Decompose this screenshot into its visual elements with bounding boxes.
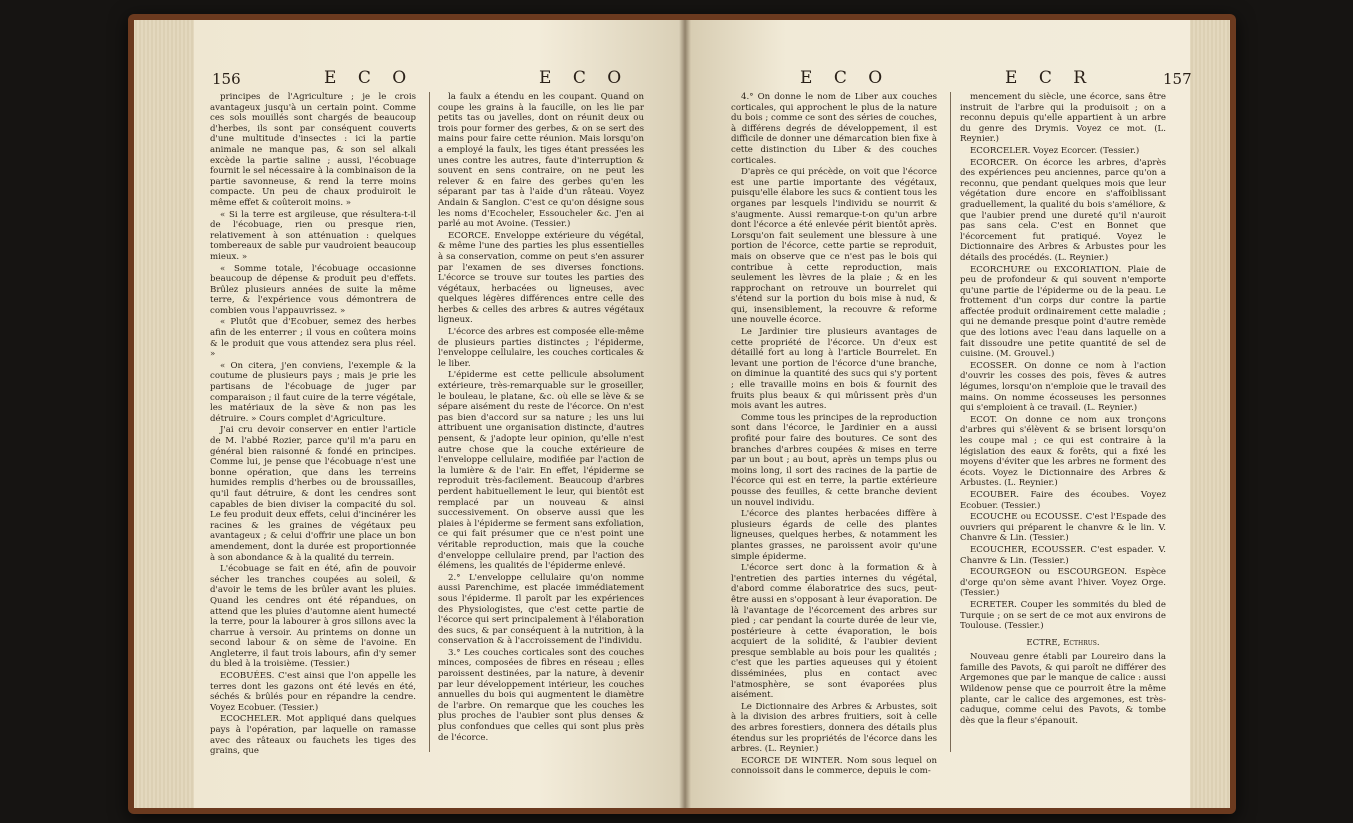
left-page — [194, 20, 685, 808]
page-edges-left — [134, 20, 194, 808]
paragraph: la faulx a étendu en les coupant. Quand on coupe les grains à la faucille, on les lie par petits tas ou javelles, dont on réunit deux ou trois pour former des gerbes, & on se sert des mains pour faire cette réunion. Mais lorsqu'on a employé la faulx, les tiges étant pressées les unes contre les autres, faute d'interruption & souvent en sens contraire, on ne peut les relever & en faire des gerbes qu'en les séparant par tas à l'aide d'un râteau. Voyez Andain & Sanglon. C'est ce qu'on désigne sous les noms d'Ecocheler, Essoucheler &c. J'en ai parlé au mot Avoine. (Tessier.) — [438, 92, 644, 230]
paragraph: Le Jardinier tire plusieurs avantages de cette propriété de l'écorce. Un d'eux est détaillé fort au long à l'article Bourrelet. En levant une portion de l'écorce d'une branche, on diminue la quantité des sucs qui s'y portent ; elle travaille moins en bois & fournit des fruits plus beaux & qui mûrissent près d'un mois avant les autres. — [731, 327, 937, 412]
paragraph: « Si la terre est argileuse, que résultera-t-il de l'écobuage, rien ou presque rien, relativement à son atténuation : quelques tombereaux de sable pur vaudroient beaucoup mieux. » — [210, 209, 416, 262]
paragraph: L'écorce sert donc à la formation & à l'entretien des parties internes du végétal, d'abord comme élaboratrice des sucs, peut-être aussi en s'opposant à leur évaporation. De là l'avantage de l'écorcement des arbres sur pied ; car pendant la courte durée de leur vie, postérieure à cette évaporation, le bois acquiert de la solidité, & l'aubier devient presque semblable au bois pour les qualités ; c'est que les parties aqueuses qui y étoient disséminées, plus en contact avec l'atmosphère, se sont évaporées plus aisément. — [731, 563, 937, 701]
right-column-divider — [950, 92, 951, 752]
left-header-1: E C O — [324, 68, 415, 88]
paragraph: ECOUBER. Faire des écoubes. Voyez Ecobuer. (Tessier.) — [960, 489, 1166, 511]
paragraph: ECOCHELER. Mot appliqué dans quelques pays à l'opération, par laquelle on ramasse avec des râteaux ou fauchets les tiges des grains, que — [210, 714, 416, 757]
paragraph: L'écobuage se fait en été, afin de pouvoir sécher les tranches coupées au soleil, & d'avoir le tems de les brûler avant les pluies. Quand les cendres ont été répandues, on attend que les pluies d'automne aient humecté la terre, pour la labourer à gros sillons avec la charrue à versoir. Au printems on donne un second labour & on sème de l'avoine. En Angleterre, il faut trois labours, afin d'y semer du bled à la troisième. (Tessier.) — [210, 564, 416, 670]
paragraph: principes de l'Agriculture ; je le crois avantageux jusqu'à un certain point. Comme ces sols mouillés sont chargés de beaucoup d'herbes, ils sont par conséquent couverts d'une multitude d'insectes : ici la partie animale ne manque pas, & son sel alkali excède la partie saline ; aussi, l'écobuage fournit le sel nécessaire à la combinaison de la partie savonneuse, & rend la terre moins compacte. Un peu de chaux produiroit le même effet & coûteroit moins. » — [210, 92, 416, 208]
right-header-2: E C R — [1005, 68, 1095, 88]
right-column-2 — [960, 92, 1166, 762]
paragraph: J'ai cru devoir conserver en entier l'article de M. l'abbé Rozier, parce qu'il m'a paru en général bien raisonné & fondé en principes. Comme lui, je pense que l'écobuage n'est une bonne opération, que dans les terreins humides remplis d'herbes ou de broussailles, qu'il faut détruire, & dont les cendres sont capables de bien diviser la compacité du sol. Le feu produit deux effets, celui d'incinérer les racines & les graines de végétaux peu avantageux ; & celui d'offrir une place un bon amendement, dont la durée est proportionnée à son abondance & à la qualité du terrein. — [210, 425, 416, 563]
paragraph: ECOBUÉES. C'est ainsi que l'on appelle les terres dont les gazons ont été levés en été, séchés & brûlés pour en répandre la cendre. Voyez Ecobuer. (Tessier.) — [210, 671, 416, 713]
paragraph: Nouveau genre établi par Loureiro dans la famille des Pavots, & qui paroît ne différer des Argemones que par le manque de calice : aussi Wildenow pense que ce pourroit être la même plante, car le calice des argemones, est très-caduque, comme celui des Pavots, & tombe dès que la fleur s'épanouit. — [960, 652, 1166, 726]
paragraph: 4.° On donne le nom de Liber aux couches corticales, qui approchent le plus de la nature du bois ; comme ce sont des séries de couches, à différens degrés de développement, il est difficile de donner une démarcation bien fixe à cette distinction du Liber & des couches corticales. — [731, 92, 937, 166]
paragraph: 2.° L'enveloppe cellulaire qu'on nomme aussi Parenchime, est placée immédiatement sous l'épiderme. Il paroît par les expériences des Physiologistes, que c'est cette partie de l'écorce qui sert principalement à l'élaboration des sucs, & par conséquent à la nutrition, à la conservation & à l'accroissement de l'individu. — [438, 572, 644, 647]
paragraph: ECRETER. Couper les sommités du bled de Turquie ; on se sert de ce mot aux environs de Toulouse. (Tessier.) — [960, 599, 1166, 632]
right-header-1: E C O — [800, 68, 891, 88]
paragraph: Le Dictionnaire des Arbres & Arbustes, soit à la division des arbres fruitiers, soit à celle des arbres forestiers, donnera des détails plus étendus sur les propriétés de l'écorce dans les arbres. (L. Reynier.) — [731, 701, 937, 755]
paragraph: L'épiderme est cette pellicule absolument extérieure, très-remarquable sur le groseiller, le bouleau, le platane, &c. où elle se lève & se sépare aisément du reste de l'écorce. On n'est pas bien d'accord sur sa nature ; les uns lui attribuent une organisation distincte, d'autres pensent, & j'adopte leur opinion, qu'elle n'est autre chose que la couche extérieure de l'enveloppe cellulaire, modifiée par l'action de la lumière & de l'air. En effet, l'épiderme se reproduit très-facilement. Beaucoup d'arbres perdent habituellement le leur, qui bientôt est remplacé par un nouveau & ainsi successivement. On observe aussi que les plaies à l'épiderme se ferment sans exfoliation, ce qui fait présumer que ce n'est point une véritable reproduction, mais que la couche d'enveloppe cellulaire prend, par l'action des élémens, les qualités de l'épiderme enlevé. — [438, 370, 644, 572]
paragraph: ECORCE DE WINTER. Nom sous lequel on connoissoit dans le commerce, depuis le com- — [731, 755, 937, 777]
paragraph: ECORCER. On écorce les arbres, d'après des expériences peu anciennes, parce qu'on a reconnu, que pendant quelques mois que leur végétation dure encore en s'affoiblissant graduellement, la qualité du bois s'améliore, & que l'aubier prend une dureté qu'il n'auroit pas sans cela. C'est en Bonnet que l'écorcement fut pratiqué. Voyez le Dictionnaire des Arbres & Arbustes pour les détails des procédés. (L. Reynier.) — [960, 157, 1166, 263]
right-page — [685, 20, 1190, 808]
paragraph: « Somme totale, l'écobuage occasionne beaucoup de dépense & produit peu d'effets. Brûlez plusieurs années de suite la même terre, & l'expérience vous démontrera de combien vous l'appauvrissez. » — [210, 263, 416, 316]
paragraph: 3.° Les couches corticales sont des couches minces, composées de fibres en réseau ; elles paroissent destinées, par la nature, à devenir par leur développement intérieur, les couches annuelles du bois qui augmentent le diamètre de l'arbre. On remarque que les couches les plus proches de l'aubier sont plus denses & plus confondues que celles qui sont plus près de l'écorce. — [438, 647, 644, 743]
paragraph: Comme tous les principes de la reproduction sont dans l'écorce, le Jardinier en a aussi profité pour faire des boutures. Ce sont des branches d'arbres coupées & mises en terre par un bout ; au bout, après un temps plus ou moins long, il sort des racines de la partie de l'écorce qui est en terre, la partie extérieure pousse des feuilles, & cette branche devient un nouvel individu. — [731, 412, 937, 508]
paragraph: ECOUCHE ou ECOUSSE. C'est l'Espade des ouvriers qui préparent le chanvre & le lin. V. Chanvre & Lin. (Tessier.) — [960, 512, 1166, 544]
right-column-1 — [731, 92, 937, 777]
paragraph: ECOUCHER, ECOUSSER. C'est espader. V. Chanvre & Lin. (Tessier.) — [960, 544, 1166, 566]
paragraph: « Plutôt que d'Ecobuer, semez des herbes afin de les enterrer ; il vous en coûtera moins & le produit que vous attendez sera plus réel. » — [210, 317, 416, 360]
book-gutter — [679, 20, 691, 808]
paragraph: L'écorce des arbres est composée elle-même de plusieurs parties distinctes ; l'épiderme, l'enveloppe cellulaire, les couches corticales & le liber. — [438, 327, 644, 369]
left-column-1 — [210, 92, 416, 762]
paragraph: mencement du siècle, une écorce, sans être instruit de l'arbre qui la produisoit ; on a reconnu depuis qu'elle appartient à un arbre du genre des Drymis. Voyez ce mot. (L. Reynier.) — [960, 92, 1166, 145]
right-page-number: 157 — [1163, 70, 1192, 88]
paragraph: ECOT. On donne ce nom aux tronçons d'arbres qui s'élèvent & se brisent lorsqu'on les coupe mal ; ce qui est contraire à la législation des eaux & forêts, qui a fixé les moyens d'éviter que les arbres ne forment des écots. Voyez le Dictionnaire des Arbres & Arbustes. (L. Reynier.) — [960, 414, 1166, 489]
left-header-2: E C O — [539, 68, 630, 88]
paragraph: ECOURGEON ou ESCOURGEON. Espèce d'orge qu'on sème avant l'hiver. Voyez Orge. (Tessier.) — [960, 567, 1166, 599]
paragraph: D'après ce qui précède, on voit que l'écorce est une partie importante des végétaux, puisqu'elle élabore les sucs & contient tous les organes par lesquels l'individu se nourrit & s'augmente. Aussi remarque-t-on qu'un arbre dont l'écorce a été enlevée périt bientôt après. Lorsqu'on fait seulement une blessure à une portion de l'écorce, cette partie se reproduit, mais on observe que ce n'est pas le bois qui contribue à cette reproduction, mais seulement les lèvres de la plaie ; & en les rapprochant on retrouve un bourrelet qui s'étend sur la portion du bois mise à nud, & qui, insensiblement, la recouvre & reforme une nouvelle écorce. — [731, 167, 937, 326]
open-book — [128, 14, 1236, 814]
paragraph: ECTRE, Ecthrus. — [1026, 637, 1100, 648]
left-page-number: 156 — [212, 70, 241, 88]
paragraph: L'écorce des plantes herbacées diffère à plusieurs égards de celle des plantes ligneuses, quelques herbes, & notamment les plantes grasses, ne paroissent avoir qu'une simple épiderme. — [731, 509, 937, 562]
left-column-2 — [438, 92, 644, 762]
paragraph: « On citera, j'en conviens, l'exemple & la coutume de plusieurs pays ; mais je prie les partisans de l'écobuage de juger par comparaison ; il faut cuire de la terre végétale, les matériaux de la sève & non pas les détruire. » Cours complet d'Agriculture. — [210, 360, 416, 424]
paragraph: ECORCE. Enveloppe extérieure du végétal, & même l'une des parties les plus essentielles à sa conservation, comme on peut s'en assurer par l'examen de ses diverses fonctions. L'écorce se trouve sur toutes les parties des végétaux, herbacées ou ligneuses, avec quelques légères différences entre celle des herbes & celles des arbres & autres végétaux ligneux. — [438, 230, 644, 326]
paragraph: ECORCHURE ou EXCORIATION. Plaie de peu de profondeur & qui souvent n'emporte qu'une partie de l'épiderme ou de la peau. Le frottement d'un corps dur contre la partie affectée produit ordinairement cette maladie ; qui ne demande presque point d'autre remède que des lotions avec l'eau dans laquelle on a fait dissoudre une petite quantité de sel de cuisine. (M. Grouvel.) — [960, 264, 1166, 360]
left-column-divider — [429, 92, 430, 752]
page-edges-right — [1190, 20, 1230, 808]
paragraph: ECORCELER. Voyez Ecorcer. (Tessier.) — [970, 145, 1140, 156]
paragraph: ECOSSER. On donne ce nom à l'action d'ouvrir les cosses des pois, fèves & autres légumes, lorsqu'on n'emploie que le travail des mains. On nomme écosseuses les personnes qui s'emploient à ce travail. (L. Reynier.) — [960, 360, 1166, 414]
